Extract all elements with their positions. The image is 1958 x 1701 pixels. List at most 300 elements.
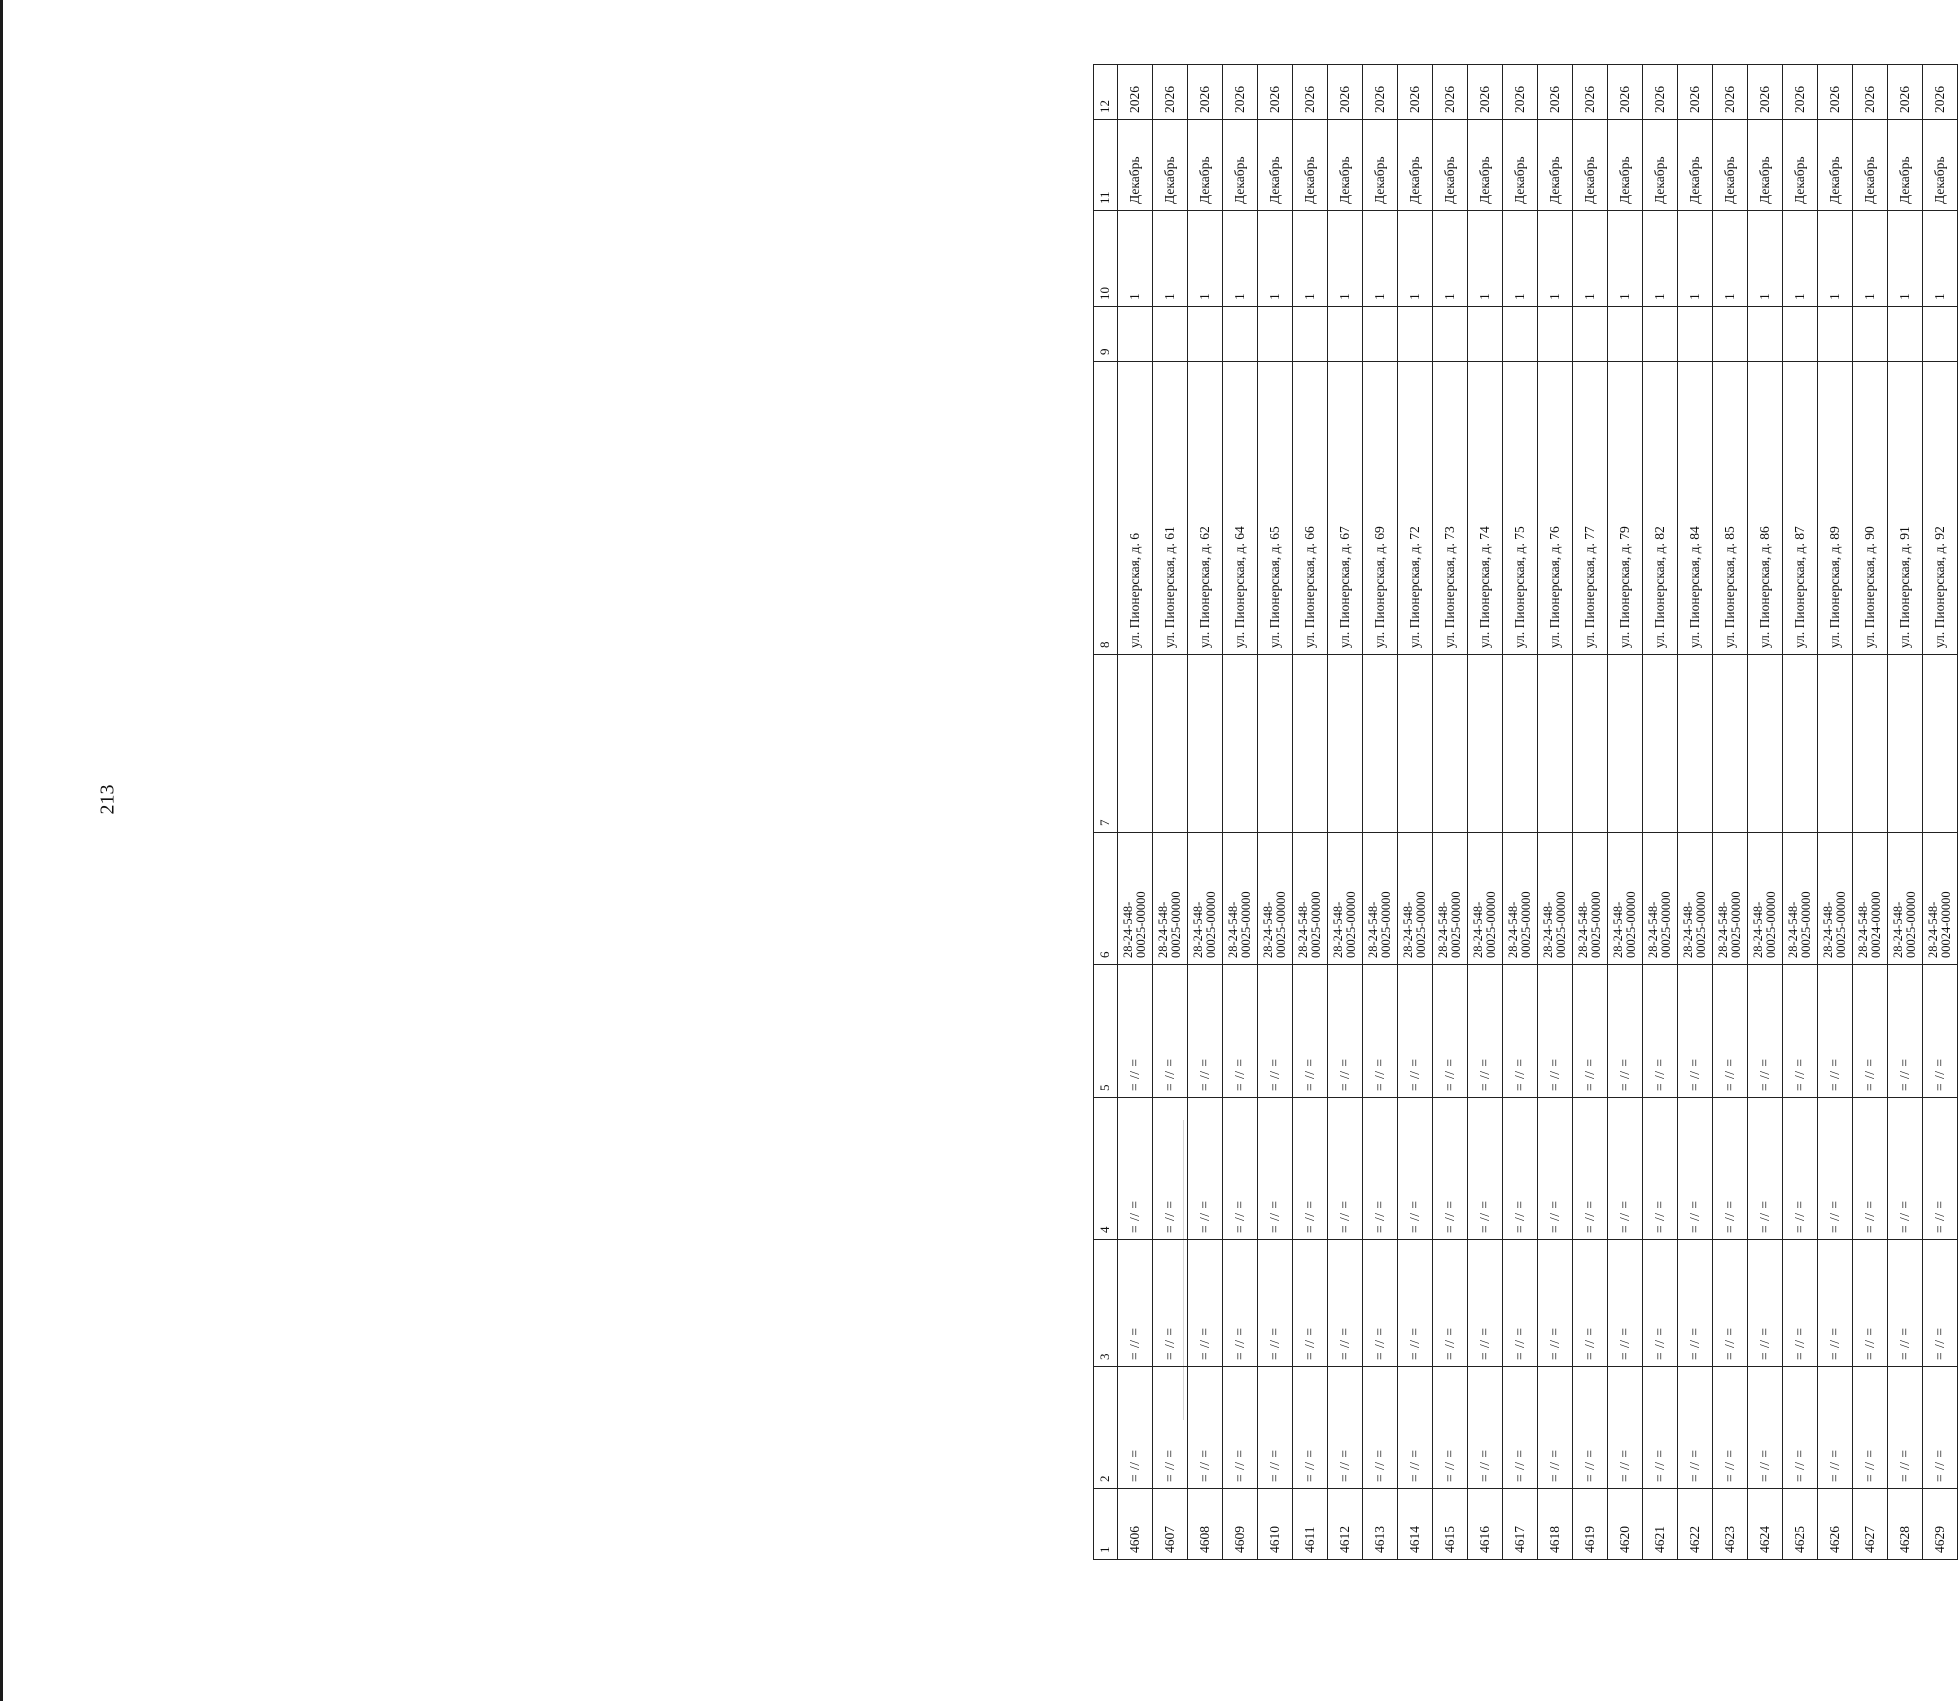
row-number-cell: 4614 (1398, 1489, 1433, 1560)
ditto-cell: = // = (1433, 1367, 1468, 1489)
row-number-cell: 4608 (1188, 1489, 1223, 1560)
row-number-cell: 4620 (1608, 1489, 1643, 1560)
empty-cell (1503, 307, 1538, 362)
ditto-cell: = // = (1398, 1367, 1433, 1489)
column-header-12: 12 (1094, 65, 1118, 120)
ditto-cell: = // = (1608, 965, 1643, 1098)
month-cell: Декабрь (1783, 120, 1818, 211)
code-line-1: 28-24-548- (1855, 901, 1870, 958)
year-cell: 2026 (1188, 65, 1223, 120)
ditto-cell: = // = (1258, 965, 1293, 1098)
ditto-cell: = // = (1538, 965, 1573, 1098)
ditto-cell: = // = (1678, 1098, 1713, 1240)
count-cell: 1 (1608, 211, 1643, 307)
row-number-cell: 4617 (1503, 1489, 1538, 1560)
address-cell: ул. Пионерская, д. 6 (1118, 362, 1153, 655)
code-line-1: 28-24-548- (1470, 901, 1485, 958)
table-row (1258, 65, 1293, 1560)
month-cell: Декабрь (1118, 120, 1153, 211)
ditto-cell: = // = (1678, 1367, 1713, 1489)
row-number-cell: 4627 (1853, 1489, 1888, 1560)
code-line-2: 00025-00000 (1764, 891, 1778, 958)
ditto-cell: = // = (1573, 1098, 1608, 1240)
address-cell: ул. Пионерская, д. 62 (1188, 362, 1223, 655)
table-row (1888, 65, 1923, 1560)
month-cell: Декабрь (1888, 120, 1923, 211)
empty-cell (1503, 655, 1538, 833)
row-number-cell: 4629 (1923, 1489, 1958, 1560)
table-row (1713, 65, 1748, 1560)
address-cell: ул. Пионерская, д. 75 (1503, 362, 1538, 655)
month-cell: Декабрь (1923, 120, 1958, 211)
empty-cell (1258, 307, 1293, 362)
ditto-cell: = // = (1573, 1367, 1608, 1489)
month-cell: Декабрь (1258, 120, 1293, 211)
row-number-cell: 4619 (1573, 1489, 1608, 1560)
code-line-2: 00025-00000 (1379, 891, 1393, 958)
code-cell (1538, 833, 1573, 965)
ditto-cell: = // = (1118, 965, 1153, 1098)
code-line-1: 28-24-548- (1680, 901, 1695, 958)
month-cell: Декабрь (1223, 120, 1258, 211)
ditto-cell: = // = (1503, 965, 1538, 1098)
ditto-cell: = // = (1293, 965, 1328, 1098)
empty-cell (1153, 307, 1188, 362)
month-cell: Декабрь (1433, 120, 1468, 211)
ditto-cell: = // = (1468, 1367, 1503, 1489)
ditto-cell: = // = (1888, 1098, 1923, 1240)
table-row (1538, 65, 1573, 1560)
code-line-2: 00025-00000 (1624, 891, 1638, 958)
code-line-2: 00025-00000 (1694, 891, 1708, 958)
table-row (1783, 65, 1818, 1560)
year-cell: 2026 (1398, 65, 1433, 120)
code-cell (1118, 833, 1153, 965)
month-cell: Декабрь (1468, 120, 1503, 211)
code-line-2: 00025-00000 (1904, 891, 1918, 958)
ditto-cell: = // = (1713, 1098, 1748, 1240)
ditto-cell: = // = (1363, 1240, 1398, 1367)
empty-cell (1468, 655, 1503, 833)
ditto-cell: = // = (1818, 1367, 1853, 1489)
table-row (1923, 65, 1958, 1560)
empty-cell (1538, 655, 1573, 833)
count-cell: 1 (1363, 211, 1398, 307)
ditto-cell: = // = (1188, 965, 1223, 1098)
count-cell: 1 (1188, 211, 1223, 307)
table-row (1748, 65, 1783, 1560)
code-line-1: 28-24-548- (1575, 901, 1590, 958)
table-row (1363, 65, 1398, 1560)
month-cell: Декабрь (1853, 120, 1888, 211)
address-cell: ул. Пионерская, д. 72 (1398, 362, 1433, 655)
code-line-2: 00025-00000 (1204, 891, 1218, 958)
empty-cell (1433, 655, 1468, 833)
empty-cell (1678, 307, 1713, 362)
ditto-cell: = // = (1328, 965, 1363, 1098)
ditto-cell: = // = (1503, 1367, 1538, 1489)
ditto-cell: = // = (1468, 965, 1503, 1098)
row-number-cell: 4609 (1223, 1489, 1258, 1560)
year-cell: 2026 (1923, 65, 1958, 120)
address-cell: ул. Пионерская, д. 91 (1888, 362, 1923, 655)
code-line-2: 00025-00000 (1484, 891, 1498, 958)
month-cell: Декабрь (1363, 120, 1398, 211)
count-cell: 1 (1258, 211, 1293, 307)
count-cell: 1 (1923, 211, 1958, 307)
month-cell: Декабрь (1713, 120, 1748, 211)
ditto-cell: = // = (1328, 1367, 1363, 1489)
table-row (1153, 65, 1188, 1560)
month-cell: Декабрь (1818, 120, 1853, 211)
ditto-cell: = // = (1223, 1098, 1258, 1240)
ditto-cell: = // = (1188, 1367, 1223, 1489)
code-line-1: 28-24-548- (1120, 901, 1135, 958)
code-cell (1783, 833, 1818, 965)
ditto-cell: = // = (1398, 1240, 1433, 1367)
ditto-cell: = // = (1223, 965, 1258, 1098)
empty-cell (1888, 307, 1923, 362)
ditto-cell: = // = (1748, 1240, 1783, 1367)
address-cell: ул. Пионерская, д. 73 (1433, 362, 1468, 655)
month-cell: Декабрь (1678, 120, 1713, 211)
ditto-cell: = // = (1573, 965, 1608, 1098)
column-header-10: 10 (1094, 211, 1118, 307)
empty-cell (1363, 655, 1398, 833)
ditto-cell: = // = (1153, 1240, 1188, 1367)
address-cell: ул. Пионерская, д. 84 (1678, 362, 1713, 655)
ditto-cell: = // = (1188, 1240, 1223, 1367)
count-cell: 1 (1153, 211, 1188, 307)
ditto-cell: = // = (1643, 1240, 1678, 1367)
ditto-cell: = // = (1748, 965, 1783, 1098)
empty-cell (1258, 655, 1293, 833)
count-cell: 1 (1118, 211, 1153, 307)
ditto-cell: = // = (1783, 1098, 1818, 1240)
code-cell (1853, 833, 1888, 965)
code-cell (1468, 833, 1503, 965)
ditto-cell: = // = (1923, 1240, 1958, 1367)
ditto-cell: = // = (1153, 1367, 1188, 1489)
code-cell (1433, 833, 1468, 965)
code-cell (1398, 833, 1433, 965)
ditto-cell: = // = (1118, 1367, 1153, 1489)
ditto-cell: = // = (1678, 965, 1713, 1098)
table-row (1468, 65, 1503, 1560)
ditto-cell: = // = (1783, 1240, 1818, 1367)
address-cell: ул. Пионерская, д. 74 (1468, 362, 1503, 655)
code-line-2: 00025-00000 (1239, 891, 1253, 958)
year-cell: 2026 (1783, 65, 1818, 120)
ditto-cell: = // = (1503, 1098, 1538, 1240)
empty-cell (1678, 655, 1713, 833)
year-cell: 2026 (1293, 65, 1328, 120)
code-line-1: 28-24-548- (1785, 901, 1800, 958)
year-cell: 2026 (1433, 65, 1468, 120)
ditto-cell: = // = (1853, 1240, 1888, 1367)
year-cell: 2026 (1888, 65, 1923, 120)
ditto-cell: = // = (1888, 1367, 1923, 1489)
ditto-cell: = // = (1713, 965, 1748, 1098)
count-cell: 1 (1328, 211, 1363, 307)
empty-cell (1223, 655, 1258, 833)
ditto-cell: = // = (1503, 1240, 1538, 1367)
code-cell (1678, 833, 1713, 965)
code-line-2: 00025-00000 (1274, 891, 1288, 958)
empty-cell (1853, 307, 1888, 362)
code-cell (1223, 833, 1258, 965)
empty-cell (1293, 655, 1328, 833)
month-cell: Декабрь (1608, 120, 1643, 211)
code-line-2: 00025-00000 (1414, 891, 1428, 958)
code-line-2: 00025-00000 (1309, 891, 1323, 958)
row-number-cell: 4616 (1468, 1489, 1503, 1560)
table-row (1328, 65, 1363, 1560)
empty-cell (1398, 655, 1433, 833)
empty-cell (1433, 307, 1468, 362)
month-cell: Декабрь (1328, 120, 1363, 211)
ditto-cell: = // = (1398, 965, 1433, 1098)
empty-cell (1713, 307, 1748, 362)
empty-cell (1923, 655, 1958, 833)
ditto-cell: = // = (1608, 1367, 1643, 1489)
ditto-cell: = // = (1853, 1367, 1888, 1489)
address-cell: ул. Пионерская, д. 77 (1573, 362, 1608, 655)
code-line-2: 00025-00000 (1519, 891, 1533, 958)
ditto-cell: = // = (1783, 1367, 1818, 1489)
code-cell (1573, 833, 1608, 965)
table-row (1503, 65, 1538, 1560)
ditto-cell: = // = (1363, 1367, 1398, 1489)
code-line-1: 28-24-548- (1190, 901, 1205, 958)
ditto-cell: = // = (1293, 1367, 1328, 1489)
code-line-1: 28-24-548- (1715, 901, 1730, 958)
ditto-cell: = // = (1433, 965, 1468, 1098)
empty-cell (1468, 307, 1503, 362)
address-cell: ул. Пионерская, д. 66 (1293, 362, 1328, 655)
ditto-cell: = // = (1433, 1240, 1468, 1367)
ditto-cell: = // = (1293, 1098, 1328, 1240)
row-number-cell: 4624 (1748, 1489, 1783, 1560)
column-header-4: 4 (1094, 1098, 1118, 1240)
ditto-cell: = // = (1468, 1098, 1503, 1240)
column-header-7: 7 (1094, 655, 1118, 833)
year-cell: 2026 (1573, 65, 1608, 120)
year-cell: 2026 (1608, 65, 1643, 120)
column-header-6: 6 (1094, 833, 1118, 965)
address-cell: ул. Пионерская, д. 76 (1538, 362, 1573, 655)
empty-cell (1748, 307, 1783, 362)
ditto-cell: = // = (1328, 1098, 1363, 1240)
count-cell: 1 (1888, 211, 1923, 307)
row-number-cell: 4611 (1293, 1489, 1328, 1560)
row-number-cell: 4621 (1643, 1489, 1678, 1560)
month-cell: Декабрь (1153, 120, 1188, 211)
code-line-2: 00025-00000 (1659, 891, 1673, 958)
empty-cell (1118, 655, 1153, 833)
empty-cell (1923, 307, 1958, 362)
empty-cell (1223, 307, 1258, 362)
code-line-1: 28-24-548- (1365, 901, 1380, 958)
table-row (1398, 65, 1433, 1560)
ditto-cell: = // = (1748, 1367, 1783, 1489)
empty-cell (1853, 655, 1888, 833)
month-cell: Декабрь (1188, 120, 1223, 211)
code-line-1: 28-24-548- (1820, 901, 1835, 958)
code-line-1: 28-24-548- (1400, 901, 1415, 958)
year-cell: 2026 (1748, 65, 1783, 120)
year-cell: 2026 (1468, 65, 1503, 120)
row-number-cell: 4613 (1363, 1489, 1398, 1560)
empty-cell (1748, 655, 1783, 833)
row-number-cell: 4628 (1888, 1489, 1923, 1560)
ditto-cell: = // = (1118, 1098, 1153, 1240)
address-cell: ул. Пионерская, д. 79 (1608, 362, 1643, 655)
ditto-cell: = // = (1783, 965, 1818, 1098)
empty-cell (1188, 307, 1223, 362)
row-number-cell: 4622 (1678, 1489, 1713, 1560)
empty-cell (1328, 655, 1363, 833)
address-cell: ул. Пионерская, д. 86 (1748, 362, 1783, 655)
year-cell: 2026 (1678, 65, 1713, 120)
code-cell (1923, 833, 1958, 965)
empty-cell (1573, 307, 1608, 362)
empty-cell (1643, 655, 1678, 833)
address-cell: ул. Пионерская, д. 61 (1153, 362, 1188, 655)
year-cell: 2026 (1223, 65, 1258, 120)
column-header-2: 2 (1094, 1367, 1118, 1489)
code-cell (1153, 833, 1188, 965)
ditto-cell: = // = (1188, 1098, 1223, 1240)
column-header-8: 8 (1094, 362, 1118, 655)
ditto-cell: = // = (1573, 1240, 1608, 1367)
table-row (1608, 65, 1643, 1560)
row-number-cell: 4626 (1818, 1489, 1853, 1560)
code-cell (1748, 833, 1783, 965)
count-cell: 1 (1783, 211, 1818, 307)
column-header-1: 1 (1094, 1489, 1118, 1560)
table-row (1853, 65, 1888, 1560)
table-row (1678, 65, 1713, 1560)
empty-cell (1783, 307, 1818, 362)
count-cell: 1 (1398, 211, 1433, 307)
address-cell: ул. Пионерская, д. 90 (1853, 362, 1888, 655)
code-cell (1643, 833, 1678, 965)
count-cell: 1 (1538, 211, 1573, 307)
ditto-cell: = // = (1678, 1240, 1713, 1367)
empty-cell (1153, 655, 1188, 833)
row-number-cell: 4612 (1328, 1489, 1363, 1560)
address-cell: ул. Пионерская, д. 67 (1328, 362, 1363, 655)
code-line-1: 28-24-548- (1540, 901, 1555, 958)
month-cell: Декабрь (1398, 120, 1433, 211)
row-number-cell: 4618 (1538, 1489, 1573, 1560)
month-cell: Декабрь (1573, 120, 1608, 211)
ditto-cell: = // = (1538, 1240, 1573, 1367)
code-line-2: 00025-00000 (1729, 891, 1743, 958)
empty-cell (1328, 307, 1363, 362)
code-line-2: 00025-00000 (1799, 891, 1813, 958)
ditto-cell: = // = (1853, 1098, 1888, 1240)
ditto-cell: = // = (1468, 1240, 1503, 1367)
table-row (1643, 65, 1678, 1560)
count-cell: 1 (1748, 211, 1783, 307)
register-table (1093, 64, 1958, 1560)
year-cell: 2026 (1503, 65, 1538, 120)
code-line-2: 00025-00000 (1449, 891, 1463, 958)
empty-cell (1643, 307, 1678, 362)
year-cell: 2026 (1643, 65, 1678, 120)
code-line-2: 00025-00000 (1344, 891, 1358, 958)
address-cell: ул. Пионерская, д. 89 (1818, 362, 1853, 655)
ditto-cell: = // = (1398, 1098, 1433, 1240)
empty-cell (1818, 655, 1853, 833)
table-row (1573, 65, 1608, 1560)
column-header-3: 3 (1094, 1240, 1118, 1367)
code-cell (1888, 833, 1923, 965)
table-row (1223, 65, 1258, 1560)
ditto-cell: = // = (1258, 1240, 1293, 1367)
row-number-cell: 4607 (1153, 1489, 1188, 1560)
code-line-1: 28-24-548- (1330, 901, 1345, 958)
empty-cell (1398, 307, 1433, 362)
empty-cell (1293, 307, 1328, 362)
column-header-5: 5 (1094, 965, 1118, 1098)
table-row (1293, 65, 1328, 1560)
code-line-1: 28-24-548- (1435, 901, 1450, 958)
ditto-cell: = // = (1643, 1367, 1678, 1489)
empty-cell (1608, 307, 1643, 362)
empty-cell (1118, 307, 1153, 362)
register-table-container (1093, 86, 1953, 1560)
ditto-cell: = // = (1538, 1098, 1573, 1240)
ditto-cell: = // = (1888, 1240, 1923, 1367)
count-cell: 1 (1433, 211, 1468, 307)
empty-cell (1538, 307, 1573, 362)
year-cell: 2026 (1258, 65, 1293, 120)
count-cell: 1 (1713, 211, 1748, 307)
ditto-cell: = // = (1853, 965, 1888, 1098)
empty-cell (1188, 655, 1223, 833)
row-number-cell: 4625 (1783, 1489, 1818, 1560)
year-cell: 2026 (1153, 65, 1188, 120)
count-cell: 1 (1573, 211, 1608, 307)
year-cell: 2026 (1118, 65, 1153, 120)
code-line-2: 00025-00000 (1169, 891, 1183, 958)
count-cell: 1 (1293, 211, 1328, 307)
year-cell: 2026 (1713, 65, 1748, 120)
ditto-cell: = // = (1258, 1098, 1293, 1240)
ditto-cell: = // = (1153, 1098, 1188, 1240)
code-line-2: 00024-00000 (1869, 891, 1883, 958)
year-cell: 2026 (1363, 65, 1398, 120)
table-body (1118, 65, 1958, 1560)
row-number-cell: 4606 (1118, 1489, 1153, 1560)
ditto-cell: = // = (1538, 1367, 1573, 1489)
code-line-1: 28-24-548- (1890, 901, 1905, 958)
code-line-2: 00024-00000 (1939, 891, 1953, 958)
page-number: 213 (96, 784, 119, 815)
ditto-cell: = // = (1923, 965, 1958, 1098)
address-cell: ул. Пионерская, д. 64 (1223, 362, 1258, 655)
ditto-cell: = // = (1748, 1098, 1783, 1240)
code-line-1: 28-24-548- (1925, 901, 1940, 958)
code-cell (1503, 833, 1538, 965)
ditto-cell: = // = (1608, 1240, 1643, 1367)
code-cell (1713, 833, 1748, 965)
month-cell: Декабрь (1503, 120, 1538, 211)
year-cell: 2026 (1818, 65, 1853, 120)
